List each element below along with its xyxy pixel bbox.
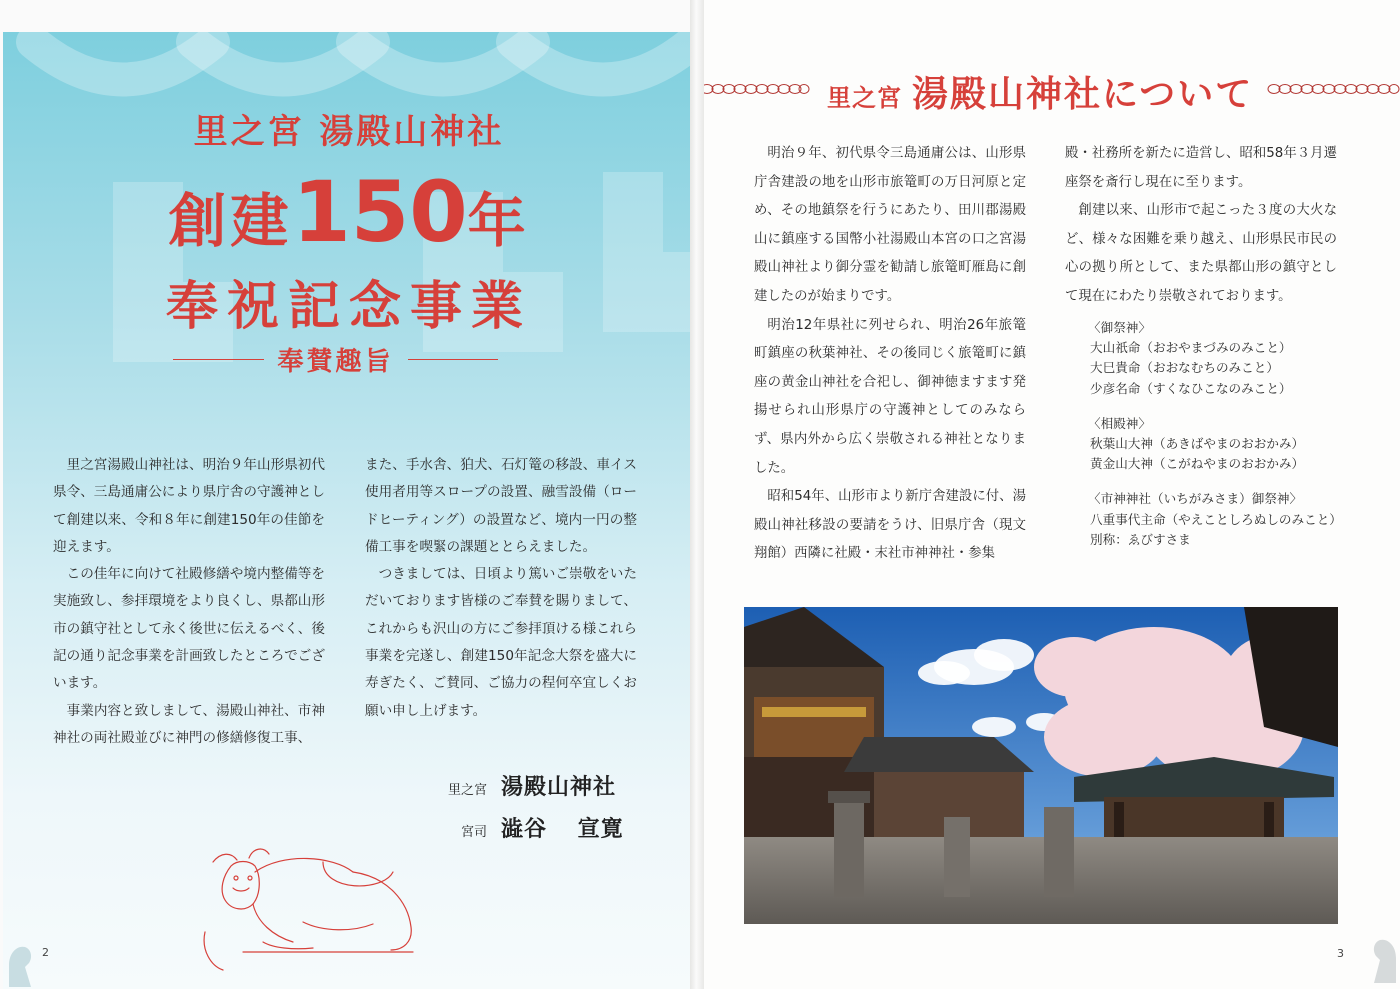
subheading-row <box>173 339 498 379</box>
komainu-corner-ornament <box>1363 928 1400 983</box>
deity-item: 黄金山大神（こがねやまのおおかみ） <box>1090 456 1305 472</box>
signature-org-row <box>433 770 673 812</box>
page-gutter <box>690 0 704 989</box>
heading-band <box>697 66 1400 115</box>
subheading-rule-left <box>173 359 264 360</box>
page-number-left: 2 <box>42 946 49 959</box>
subheading: 奉賛趣旨 <box>277 346 394 377</box>
deity-item: 大山祇命（おおやまづみのみこと） <box>1090 340 1292 356</box>
subheading-rule-right <box>408 359 499 360</box>
deity-group <box>1090 489 1350 550</box>
intro-paragraph: また、手水舎、狛犬、石灯篭の移設、車イス使用者用等スロープの設置、融雪設備（ロードヒーティング）の設置など、境内一円の整備工事を喫緊の課題ととらえました。 <box>365 457 637 555</box>
heading-title: 湯殿山神社について <box>912 73 1254 115</box>
deity-item: 別称：ゑびすさま <box>1090 531 1191 547</box>
page-heading <box>827 66 1253 117</box>
deity-item: 少彦名命（すくなひこなのみこと） <box>1090 380 1292 396</box>
signature-title: 宮司 <box>460 825 487 840</box>
title-shrine-name: 里之宮 湯殿山神社 <box>193 112 505 152</box>
cow-line-illustration <box>203 832 423 972</box>
deity-group <box>1090 318 1350 399</box>
deity-group <box>1090 414 1350 475</box>
deity-item: 大巳貴命（おおなむちのみこと） <box>1090 360 1279 376</box>
deity-group-heading: 〈市神神社（いちがみさま）御祭神〉 <box>1088 491 1303 507</box>
left-page <box>0 0 697 989</box>
about-paragraph: 創建以来、山形市で起こった３度の大火など、様々な困難を乗り越え、山形県民市民の心の拠り所として、また県都山形の鎮守として現在にわたり崇敬されております。 <box>1065 203 1337 304</box>
deities-list <box>1090 318 1350 565</box>
about-paragraph: 昭和54年、山形市より新庁舎建設に付、湯殿山神社移設の要請をうけ、旧県庁舎（現文翔館）西隣に社殿・末社市神神社・参集 <box>754 489 1026 562</box>
about-paragraph: 明治12年県社に列せられ、明治26年旅篭町鎮座の秋葉神社、その後同じく旅篭町に鎮座の黄金山神社を合祀し、御神徳ますます発揚せられ山形県庁の守護神としてのみならず、県内外から広く崇敬される神社となりました。 <box>754 317 1026 476</box>
about-paragraph: 明治９年、初代県令三島通庸公は、山形県庁舎建設の地を山形市旅篭町の万日河原と定め、その地鎮祭を行うにあたり、田川郡湯殿山に鎮座する国幣小社湯殿山本宮の口之宮湯殿山神社より御分霊を勧請し旅篭町雁島に創建したのが始まりです。 <box>754 146 1026 304</box>
heading-prefix: 里之宮 <box>827 83 902 112</box>
deity-item: 八重事代主命（やえことしろぬしのみこと） <box>1090 511 1342 527</box>
intro-paragraph: 里之宮湯殿山神社は、明治９年山形県初代県令、三島通庸公により県庁舎の守護神として創建以来、令和８年に創建150年の佳節を迎えます。 <box>53 457 325 555</box>
signature-org-name: 湯殿山神社 <box>501 774 617 800</box>
title-anniversary-prefix: 創建 <box>168 187 293 255</box>
deity-group-heading: 〈御祭神〉 <box>1088 320 1151 335</box>
page-number-right: 3 <box>1337 947 1344 960</box>
signature-name: 澁谷 宣寛 <box>501 816 624 842</box>
intro-paragraph: この佳年に向けて社殿修繕や境内整備等を実施致し、参拝環境をより良くし、県都山形市の鎮守社として永く後世に伝えるべく、後記の通り記念事業を計画致したところでございます。 <box>53 566 325 692</box>
title-commemorative-project: 奉祝記念事業 <box>165 276 532 337</box>
shrine-photo <box>744 607 1338 924</box>
signature-name-row <box>433 812 673 854</box>
about-column-1 <box>754 140 1026 569</box>
title-anniversary-suffix: 年 <box>467 187 530 255</box>
signature-block <box>433 770 673 854</box>
cover-panel <box>3 32 695 989</box>
intro-column-right <box>365 452 637 725</box>
signature-org-prefix: 里之宮 <box>447 783 487 798</box>
intro-paragraph: 事業内容と致しまして、湯殿山神社、市神神社の両社殿並びに神門の修繕修復工事、 <box>53 702 325 746</box>
about-paragraph: 殿・社務所を新たに造営し、昭和58年３月遷座祭を斎行し現在に至ります。 <box>1065 146 1337 190</box>
komainu-corner-ornament <box>5 937 35 987</box>
intro-column-left <box>53 452 325 752</box>
about-column-2 <box>1065 140 1337 312</box>
title-anniversary-number: 150 <box>292 163 468 261</box>
title-anniversary <box>3 163 695 266</box>
chain-ornament <box>700 82 810 96</box>
deity-item: 秋葉山大神（あきばやまのおおかみ） <box>1090 436 1305 452</box>
right-page <box>697 0 1400 989</box>
chain-ornament <box>1267 82 1400 96</box>
intro-paragraph: つきましては、日頃より篤いご崇敬をいただいております皆様のご奉賛を賜りまして、これからも沢山の方にご参拝頂ける様これら事業を完遂し、創建150年記念大祭を盛大に寿ぎたく、ご賛同、ご協力の程何卒宜しくお願い申し上げます。 <box>365 566 637 719</box>
deity-group-heading: 〈相殿神〉 <box>1088 415 1151 431</box>
